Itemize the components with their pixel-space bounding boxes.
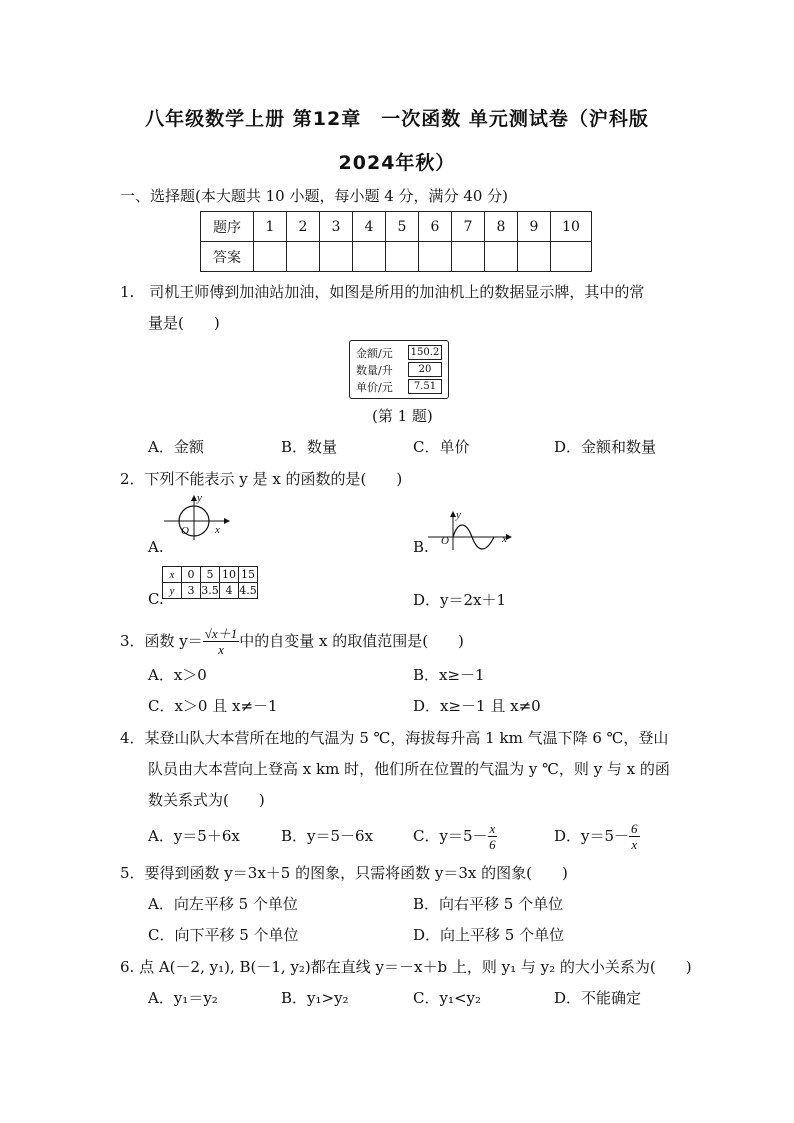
q1-option-b[interactable]: B．数量 [281,438,338,456]
axis-label-y: y [197,492,202,504]
answer-number-cell: 8 [485,212,518,242]
xy-cell: x [163,567,182,583]
q4-option-d-fraction [629,821,640,852]
xy-cell: 0 [182,567,201,583]
answer-number-cell: 6 [419,212,452,242]
axis-origin: O [181,525,189,537]
answer-number-cell: 7 [452,212,485,242]
axis-origin: O [441,535,449,547]
pump-label: 单价/元 [356,380,393,394]
axis-label-x: x [215,524,220,536]
xy-cell: 4 [220,583,239,599]
q3-option-c[interactable]: C．x＞0 且 x≠－1 [148,697,278,715]
answer-number-cell: 1 [254,212,287,242]
answer-blank-cell[interactable] [320,242,353,272]
pump-row-unit-price [356,378,442,395]
q3-stem-suffix: 中的自变量 x 的取值范围是( ) [239,632,464,650]
section-heading: 一、选择题(本大题共 10 小题，每小题 4 分，满分 40 分) [120,187,509,205]
q4-option-b[interactable]: B．y＝5－6x [281,827,374,845]
xy-cell: 3 [182,583,201,599]
answer-blank-cell[interactable] [287,242,320,272]
q4-line1: 4．某登山队大本营所在地的气温为 5 ℃，海拔每升高 1 km 气温下降 6 ℃，登山 [120,729,669,747]
pump-row-amount [356,344,442,361]
q4-option-c[interactable] [413,817,497,855]
xy-cell: y [163,583,182,599]
answer-blank-cell[interactable] [551,242,592,272]
q4-option-d[interactable] [554,817,640,855]
q4-line2: 队员由大本营向上登高 x km 时，他们所在位置的气温为 y ℃，则 y 与 x 的函 [148,760,670,778]
fraction-denominator: x [218,641,224,657]
axis-label-x: x [502,533,507,545]
q3-fraction [203,626,239,657]
pump-value: 7.51 [408,379,442,394]
answer-blank-cell[interactable] [419,242,452,272]
q6-option-d[interactable]: D．不能确定 [554,989,642,1007]
q1-figure-caption: (第 1 题) [372,407,433,425]
q1-option-c[interactable]: C．单价 [413,438,470,456]
q1-option-d[interactable]: D．金额和数量 [554,438,657,456]
q4-line3: 数关系式为( ) [148,791,265,809]
fraction-numerator: 6 [631,820,638,836]
answer-number-cell: 3 [320,212,353,242]
answer-table-answer-row [201,242,592,272]
pump-value: 20 [408,362,442,377]
answer-table-label: 题序 [201,212,254,242]
answer-table [200,211,592,272]
q5-option-c[interactable]: C．向下平移 5 个单位 [148,926,299,944]
q4-option-a[interactable]: A．y＝5＋6x [148,827,240,845]
q3-option-a[interactable]: A．x＞0 [148,666,207,684]
q1-line2: 量是( ) [148,314,220,332]
xy-cell: 4.5 [239,584,257,597]
q1-option-a[interactable]: A．金额 [148,438,204,456]
answer-number-cell: 10 [551,212,592,242]
answer-number-cell: 4 [353,212,386,242]
pump-label: 金额/元 [356,346,393,360]
xy-cell: 15 [239,567,258,583]
xy-table [162,566,258,599]
q5-stem: 5．要得到函数 y＝3x＋5 的图象，只需将函数 y＝3x 的图象( ) [120,864,568,882]
xy-table-row-x [163,567,258,583]
xy-cell: 10 [220,567,239,583]
answer-table-header-row [201,212,592,242]
answer-table-label: 答案 [201,242,254,272]
answer-blank-cell[interactable] [518,242,551,272]
q1-line1: 1. 司机王师傅到加油站加油，如图是所用的加油机上的数据显示牌，其中的常 [120,283,645,301]
answer-blank-cell[interactable] [353,242,386,272]
q5-option-d[interactable]: D．向上平移 5 个单位 [413,926,565,944]
circle-graph [160,494,232,542]
xy-cell: 5 [201,567,220,583]
pump-value: 150.2 [408,345,442,360]
xy-cell: 3.5 [201,584,219,597]
q6-stem: 6. 点 A(－2, y₁), B(－1, y₂)都在直线 y＝－x＋b 上，则 y₁ 与 y₂ 的大小关系为( ) [120,958,692,976]
q2-option-b[interactable]: B. [413,538,429,556]
fraction-numerator: x [489,820,496,836]
document-title-line2: 2024年秋） [338,152,456,174]
q5-option-b[interactable]: B．向右平移 5 个单位 [413,895,564,913]
fraction-numerator: √x＋1 [204,625,238,641]
pump-row-quantity [356,361,442,378]
q4-option-c-prefix: C．y＝5－ [413,827,488,845]
x-axis-arrow [224,518,230,524]
pump-label: 数量/升 [356,363,393,377]
q3-option-b[interactable]: B．x≥－1 [413,666,485,684]
q2-option-d[interactable]: D．y＝2x＋1 [413,591,507,609]
q6-option-c[interactable]: C．y₁<y₂ [413,989,482,1007]
q3-option-d[interactable]: D．x≥－1 且 x≠0 [413,697,541,715]
q4-option-d-prefix: D．y＝5－ [554,827,630,845]
q2-option-a[interactable]: A. [148,538,164,556]
answer-blank-cell[interactable] [254,242,287,272]
answer-blank-cell[interactable] [485,242,518,272]
answer-blank-cell[interactable] [452,242,485,272]
fuel-pump-display [349,340,449,399]
q6-option-a[interactable]: A．y₁＝y₂ [148,989,218,1007]
q2-option-c[interactable]: C. [148,590,164,608]
fraction-denominator: 6 [489,836,496,852]
q4-option-c-fraction [488,821,498,852]
q3-stem [120,622,464,660]
answer-number-cell: 2 [287,212,320,242]
axis-label-y: y [456,509,461,521]
answer-number-cell: 5 [386,212,419,242]
fraction-denominator: x [631,836,638,852]
q6-option-b[interactable]: B．y₁>y₂ [281,989,349,1007]
answer-number-cell: 9 [518,212,551,242]
document-title-line1: 八年级数学上册 第12章 一次函数 单元测试卷（沪科版 [145,108,649,130]
xy-table-row-y [163,583,258,599]
q3-stem-prefix: 3．函数 y＝ [120,632,203,650]
answer-blank-cell[interactable] [386,242,419,272]
q5-option-a[interactable]: A．向左平移 5 个单位 [148,895,298,913]
q2-stem: 2．下列不能表示 y 是 x 的函数的是( ) [120,470,403,488]
